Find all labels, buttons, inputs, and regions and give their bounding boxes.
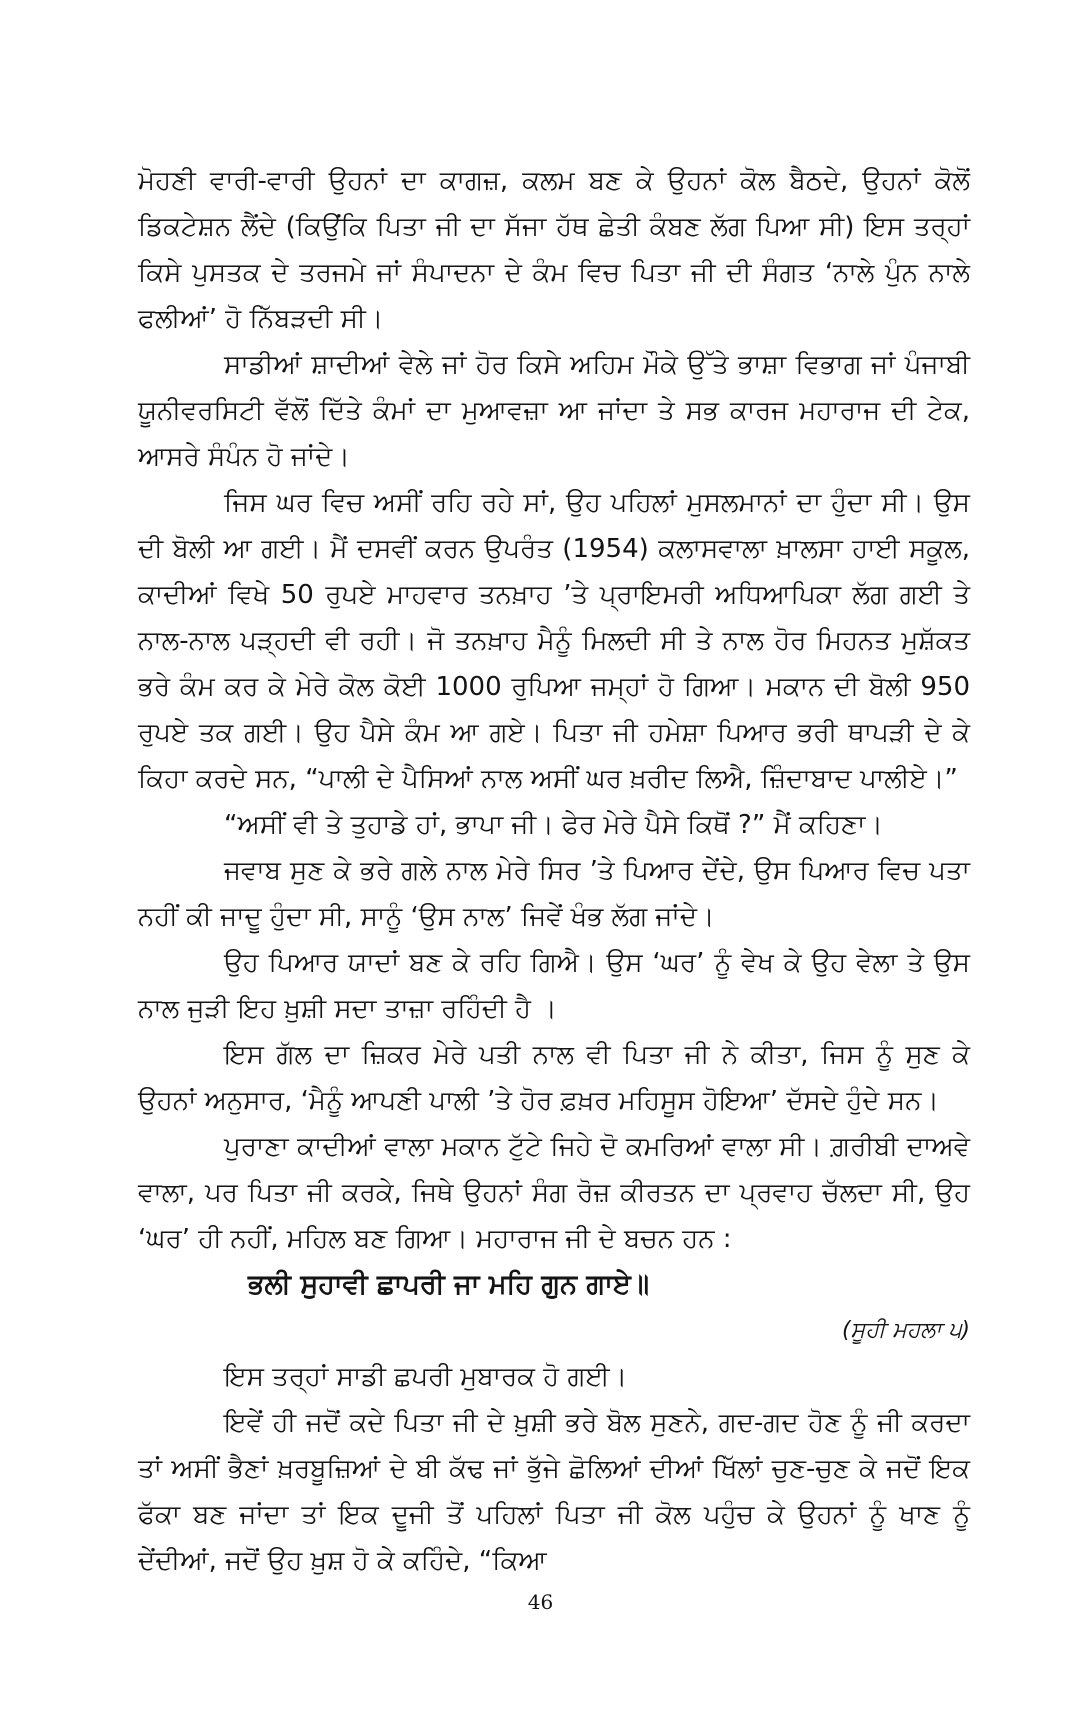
paragraph: ਜਵਾਬ ਸੁਣ ਕੇ ਭਰੇ ਗਲੇ ਨਾਲ ਮੇਰੇ ਸਿਰ ’ਤੇ ਪਿਆਰ ਦੇਂਦੇ, ਉਸ ਪਿਆਰ ਵਿਚ ਪਤਾ ਨਹੀਂ ਕੀ ਜਾਦੂ ਹੁੰਦਾ ਸੀ, ਸਾਨੂੰ ‘ਉਸ ਨਾਲ’ ਜਿਵੇਂ ਖੰਭ ਲੱਗ ਜਾਂਦੇ। — [138, 856, 970, 932]
paragraph: ਸਾਡੀਆਂ ਸ਼ਾਦੀਆਂ ਵੇਲੇ ਜਾਂ ਹੋਰ ਕਿਸੇ ਅਹਿਮ ਮੌਕੇ ਉੱਤੇ ਭਾਸ਼ਾ ਵਿਭਾਗ ਜਾਂ ਪੰਜਾਬੀ ਯੂਨੀਵਰਸਿਟੀ ਵੱਲੋਂ ਦਿੱਤੇ ਕੰਮਾਂ ਦਾ ਮੁਆਵਜ਼ਾ ਆ ਜਾਂਦਾ ਤੇ ਸਭ ਕਾਰਜ ਮਹਾਰਾਜ ਦੀ ਟੇਕ, ਆਸਰੇ ਸੰਪੰਨ ਹੋ ਜਾਂਦੇ। — [138, 350, 970, 472]
page-number: 46 — [527, 1590, 554, 1614]
paragraph: ਜਿਸ ਘਰ ਵਿਚ ਅਸੀਂ ਰਹਿ ਰਹੇ ਸਾਂ, ਉਹ ਪਹਿਲਾਂ ਮੁਸਲਮਾਨਾਂ ਦਾ ਹੁੰਦਾ ਸੀ। ਉਸ ਦੀ ਬੋਲੀ ਆ ਗਈ। ਮੈਂ ਦਸਵੀਂ ਕਰਨ ਉਪਰੰਤ (1954) ਕਲਾਸਵਾਲਾ ਖ਼ਾਲਸਾ ਹਾਈ ਸਕੂਲ, ਕਾਦੀਆਂ ਵਿਖੇ 50 ਰੁਪਏ ਮਾਹਵਾਰ ਤਨਖ਼ਾਹ ’ਤੇ ਪ੍ਰਾਇਮਰੀ ਅਧਿਆਪਿਕਾ ਲੱਗ ਗਈ ਤੇ ਨਾਲ-ਨਾਲ ਪੜ੍ਹਦੀ ਵੀ ਰਹੀ। ਜੋ ਤਨਖ਼ਾਹ ਮੈਨੂੰ ਮਿਲਦੀ ਸੀ ਤੇ ਨਾਲ ਹੋਰ ਮਿਹਨਤ ਮੁਸ਼ੱਕਤ ਭਰੇ ਕੰਮ ਕਰ ਕੇ ਮੇਰੇ ਕੋਲ ਕੋਈ 1000 ਰੁਪਿਆ ਜਮ੍ਹਾਂ ਹੋ ਗਿਆ। ਮਕਾਨ ਦੀ ਬੋਲੀ 950 ਰੁਪਏ ਤਕ ਗਈ। ਉਹ ਪੈਸੇ ਕੰਮ ਆ ਗਏ। ਪਿਤਾ ਜੀ ਹਮੇਸ਼ਾ ਪਿਆਰ ਭਰੀ ਥਾਪੜੀ ਦੇ ਕੇ ਕਿਹਾ ਕਰਦੇ ਸਨ, “ਪਾਲੀ ਦੇ ਪੈਸਿਆਂ ਨਾਲ ਅਸੀਂ ਘਰ ਖ਼ਰੀਦ ਲਿਐ, ਜ਼ਿੰਦਾਬਾਦ ਪਾਲੀਏ।” — [138, 488, 970, 794]
paragraph: ਇਸ ਗੱਲ ਦਾ ਜ਼ਿਕਰ ਮੇਰੇ ਪਤੀ ਨਾਲ ਵੀ ਪਿਤਾ ਜੀ ਨੇ ਕੀਤਾ, ਜਿਸ ਨੂੰ ਸੁਣ ਕੇ ਉਹਨਾਂ ਅਨੁਸਾਰ, ‘ਮੈਨੂੰ ਆਪਣੀ ਪਾਲੀ ’ਤੇ ਹੋਰ ਫ਼ਖ਼ਰ ਮਹਿਸੂਸ ਹੋਇਆ’ ਦੱਸਦੇ ਹੁੰਦੇ ਸਨ। — [138, 1040, 970, 1116]
paragraph: ਇਸ ਤਰ੍ਹਾਂ ਸਾਡੀ ਛਪਰੀ ਮੁਬਾਰਕ ਹੋ ਗਈ। — [224, 1362, 628, 1392]
paragraph: “ਅਸੀਂ ਵੀ ਤੇ ਤੁਹਾਡੇ ਹਾਂ, ਭਾਪਾ ਜੀ। ਫੇਰ ਮੇਰੇ ਪੈਸੇ ਕਿਥੋਂ ?” ਮੈਂ ਕਹਿਣਾ। — [224, 810, 883, 840]
body-text — [138, 158, 970, 1584]
paragraph: ਪੁਰਾਣਾ ਕਾਦੀਆਂ ਵਾਲਾ ਮਕਾਨ ਟੁੱਟੇ ਜਿਹੇ ਦੋ ਕਮਰਿਆਂ ਵਾਲਾ ਸੀ। ਗ਼ਰੀਬੀ ਦਾਅਵੇ ਵਾਲਾ, ਪਰ ਪਿਤਾ ਜੀ ਕਰਕੇ, ਜਿਥੇ ਉਹਨਾਂ ਸੰਗ ਰੋਜ਼ ਕੀਰਤਨ ਦਾ ਪ੍ਰਵਾਹ ਚੱਲਦਾ ਸੀ, ਉਹ ‘ਘਰ’ ਹੀ ਨਹੀਂ, ਮਹਿਲ ਬਣ ਗਿਆ। ਮਹਾਰਾਜ ਜੀ ਦੇ ਬਚਨ ਹਨ : — [138, 1132, 970, 1254]
paragraph: ਮੋਹਣੀ ਵਾਰੀ-ਵਾਰੀ ਉਹਨਾਂ ਦਾ ਕਾਗਜ਼, ਕਲਮ ਬਣ ਕੇ ਉਹਨਾਂ ਕੋਲ ਬੈਠਦੇ, ਉਹਨਾਂ ਕੋਲੋਂ ਡਿਕਟੇਸ਼ਨ ਲੈਂਦੇ (ਕਿਉਂਕਿ ਪਿਤਾ ਜੀ ਦਾ ਸੱਜਾ ਹੱਥ ਛੇਤੀ ਕੰਬਣ ਲੱਗ ਪਿਆ ਸੀ) ਇਸ ਤਰ੍ਹਾਂ ਕਿਸੇ ਪੁਸਤਕ ਦੇ ਤਰਜਮੇ ਜਾਂ ਸੰਪਾਦਨਾ ਦੇ ਕੰਮ ਵਿਚ ਪਿਤਾ ਜੀ ਦੀ ਸੰਗਤ ‘ਨਾਲੇ ਪੁੰਨ ਨਾਲੇ ਫਲੀਆਂ’ ਹੋ ਨਿੱਬੜਦੀ ਸੀ। — [138, 166, 970, 334]
paragraph: ਇਵੇਂ ਹੀ ਜਦੋਂ ਕਦੇ ਪਿਤਾ ਜੀ ਦੇ ਖ਼ੁਸ਼ੀ ਭਰੇ ਬੋਲ ਸੁਣਨੇ, ਗਦ-ਗਦ ਹੋਣ ਨੂੰ ਜੀ ਕਰਦਾ ਤਾਂ ਅਸੀਂ ਭੈਣਾਂ ਖ਼ਰਬੂਜ਼ਿਆਂ ਦੇ ਬੀ ਕੱਢ ਜਾਂ ਭੁੱਜੇ ਛੋਲਿਆਂ ਦੀਆਂ ਖਿੱਲਾਂ ਚੁਣ-ਚੁਣ ਕੇ ਜਦੋਂ ਇਕ ਫੱਕਾ ਬਣ ਜਾਂਦਾ ਤਾਂ ਇਕ ਦੂਜੀ ਤੋਂ ਪਹਿਲਾਂ ਪਿਤਾ ਜੀ ਕੋਲ ਪਹੁੰਚ ਕੇ ਉਹਨਾਂ ਨੂੰ ਖਾਣ ਨੂੰ ਦੇਂਦੀਆਂ, ਜਦੋਂ ਉਹ ਖ਼ੁਸ਼ ਹੋ ਕੇ ਕਹਿੰਦੇ, “ਕਿਆ — [138, 1408, 970, 1576]
verse-source: (ਸੂਹੀ ਮਹਲਾ ੫) — [841, 1318, 970, 1343]
scripture-verse: ਭਲੀ ਸੁਹਾਵੀ ਛਾਪਰੀ ਜਾ ਮਹਿ ਗੁਨ ਗਾਏ॥ — [248, 1269, 650, 1300]
paragraph: ਉਹ ਪਿਆਰ ਯਾਦਾਂ ਬਣ ਕੇ ਰਹਿ ਗਿਐ। ਉਸ ‘ਘਰ’ ਨੂੰ ਵੇਖ ਕੇ ਉਹ ਵੇਲਾ ਤੇ ਉਸ ਨਾਲ ਜੁੜੀ ਇਹ ਖ਼ੁਸ਼ੀ ਸਦਾ ਤਾਜ਼ਾ ਰਹਿੰਦੀ ਹੈ । — [138, 948, 970, 1024]
